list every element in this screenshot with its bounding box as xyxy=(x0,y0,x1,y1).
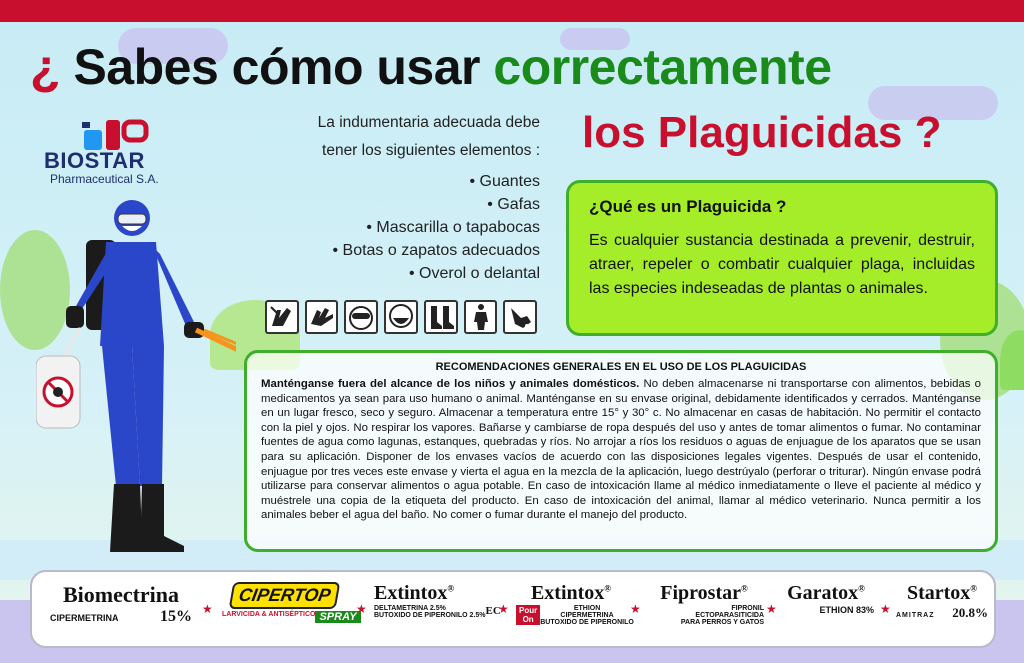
product-extintox-pour-on xyxy=(516,582,634,626)
recommendations-box xyxy=(244,350,998,552)
goggles-icon xyxy=(344,300,378,334)
ppe-icons-row xyxy=(265,300,537,334)
definition-text: Es cualquier sustancia destinada a prevenir, destruir, atraer, repeler o combatir cualquier plaga, incluidas las especies indeseadas de plantas o animales. xyxy=(589,232,975,297)
sprayer-worker-illustration xyxy=(36,196,236,554)
products-strip xyxy=(30,570,996,648)
product-startox xyxy=(896,582,988,621)
gear-section xyxy=(240,112,540,285)
logo-brand: BIOSTAR xyxy=(44,148,145,173)
product-reg: ® xyxy=(604,583,612,594)
gear-item-gloves: • Guantes xyxy=(469,173,540,190)
title-open-question: ¿ xyxy=(30,39,61,95)
product-name: Extintox xyxy=(530,582,605,604)
gear-list xyxy=(240,170,540,285)
product-name: Biomectrina xyxy=(62,582,180,607)
definition-heading: ¿Qué es un Plaguicida ? xyxy=(589,197,787,216)
product-reg: ® xyxy=(858,583,865,594)
bottom-bar xyxy=(0,650,1024,663)
gear-item-boots: • Botas o zapatos adecuados xyxy=(332,242,540,259)
product-extintox-ec xyxy=(374,582,501,619)
star-icon: ★ xyxy=(880,602,891,616)
recommendations-text xyxy=(261,377,981,523)
product-sub: CIPERMETRINA xyxy=(50,613,119,623)
gloves-warning-icon xyxy=(265,300,299,334)
recommendations-heading: RECOMENDACIONES GENERALES EN EL USO DE LOS PLAGUICIDAS xyxy=(435,361,807,373)
product-line1: FIPRONIL xyxy=(731,605,764,612)
product-sub: AMITRAZ xyxy=(896,612,935,619)
product-reg: ® xyxy=(970,583,978,594)
gear-item-goggles: • Gafas xyxy=(487,196,540,213)
overall-icon xyxy=(464,300,498,334)
product-fiprostar xyxy=(644,582,764,626)
product-sub: EC xyxy=(485,605,501,617)
product-sub: SPRAY xyxy=(315,611,360,623)
recommendations-lead: Manténganse fuera del alcance de los niños y animales domésticos. xyxy=(261,378,640,390)
star-icon: ★ xyxy=(630,602,641,616)
main-title xyxy=(30,38,832,96)
product-cipertop xyxy=(220,582,357,623)
product-badge: Pour On xyxy=(516,605,540,625)
product-name: Extintox xyxy=(374,582,448,604)
product-biomectrina xyxy=(46,582,196,626)
star-icon: ★ xyxy=(498,602,509,616)
boots-icon xyxy=(424,300,458,334)
title-part2: correctamente xyxy=(493,39,832,95)
product-line2: CIPERMETRINA xyxy=(560,612,614,619)
star-icon: ★ xyxy=(356,602,367,616)
product-percent: 20.8% xyxy=(952,605,988,620)
product-line3: BUTOXIDO DE PIPERONILO xyxy=(540,619,634,626)
product-name: Garatox xyxy=(787,582,859,604)
star-icon: ★ xyxy=(766,602,777,616)
definition-box xyxy=(566,180,998,336)
product-reg: ® xyxy=(447,583,455,594)
product-name: Startox xyxy=(906,582,971,604)
top-red-bar xyxy=(0,0,1024,22)
biostar-logo xyxy=(44,116,194,186)
product-line3: PARA PERROS Y GATOS xyxy=(680,619,764,626)
hand-wash-icon xyxy=(503,300,537,334)
product-percent: 15% xyxy=(160,608,192,625)
product-line2: ECTOPARASITICIDA xyxy=(695,612,764,619)
gear-item-overall: • Overol o delantal xyxy=(408,265,540,282)
product-line1: ETHION xyxy=(573,605,601,612)
product-garatox xyxy=(778,582,874,615)
product-sub: ETHION 83% xyxy=(819,605,874,615)
star-icon: ★ xyxy=(202,602,213,616)
gloves-icon xyxy=(305,300,339,334)
product-tag: LARVICIDA & ANTISÉPTICO xyxy=(222,611,316,618)
logo-subtitle: Pharmaceutical S.A. xyxy=(50,172,159,186)
product-name: Fiprostar xyxy=(660,582,741,604)
product-line1: DELTAMETRINA 2.5% xyxy=(374,605,446,612)
gear-intro-2: tener los siguientes elementos : xyxy=(322,142,540,159)
product-name: CIPERTOP xyxy=(237,585,333,605)
title-part1: Sabes cómo usar xyxy=(60,39,494,95)
gear-item-mask: • Mascarilla o tapabocas xyxy=(366,219,540,236)
title-close-question: ? xyxy=(902,108,942,157)
mask-icon xyxy=(384,300,418,334)
biostar-mark-icon xyxy=(64,116,156,150)
title-line2 xyxy=(582,108,941,158)
product-reg: ® xyxy=(741,583,748,594)
product-line2: BUTOXIDO DE PIPERONILO 2.5% xyxy=(374,612,486,619)
title-line2-text: los Plaguicidas xyxy=(582,108,903,157)
recommendations-body: No deben almacenarse ni transportarse con alimentos, bebidas o medicamentos ya sean para uso humano o animal. Manténganse en su envase original, debidamente identificados y cerrados. Manténganse en un lugar fresco, seco y seguro. Almacenar a temperatura entre 15° y 30° c. No almacenar en casas de habitación. No permitir el contacto con la piel y ojos. No respirar los vapores. Bañarse y cambiarse de ropa después del uso y antes de tomar alimentos o fumar. No contaminar fuentes de agua como lagunas, estanques, quebradas y ríos. No arrojar a ríos los residuos o aguas de enjuague de los aparatos que se usan para su aplicación. Disponer de los envases vacíos de acuerdo con las disposiciones legales vigentes. Después de usar el contenido, enjuague por tres veces este envase y vierta el agua en la mezcla de la aplicación, luego destrúyalo (perforar o triturar). Ningún envase podrá utilizarse para conservar alimentos o agua potable. En caso de intoxicación llame al médico inmediatamente o lleve el paciente al médico y muéstrele una copia de la etiqueta del producto. En caso de intoxicación del animal, llamar al médico veterinario. Nunca permitir a los animales beber el agua del baño. No comer o fumar durante el manejo del producto. xyxy=(261,378,982,522)
gear-intro-1: La indumentaria adecuada debe xyxy=(317,114,540,131)
